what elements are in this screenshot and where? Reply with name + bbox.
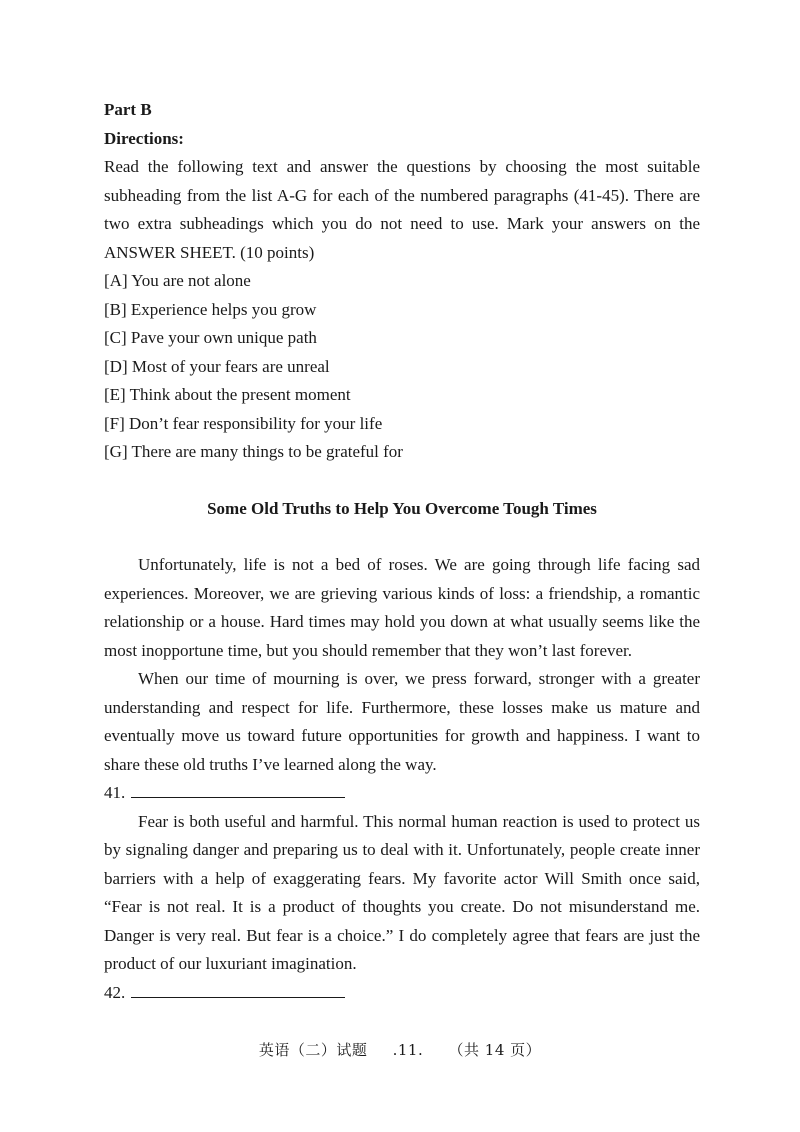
option-a: [A] You are not alone bbox=[104, 271, 251, 290]
option-d: [D] Most of your fears are unreal bbox=[104, 356, 330, 376]
directions-label: Directions: bbox=[104, 128, 184, 148]
option-g: [G] There are many things to be grateful for bbox=[104, 442, 403, 461]
article-paragraph-2: When our time of mourning is over, we press forward, stronger with a greater understanding and respect for life. Furthermore, these losses make us mature and eventually move us toward future opportunities for growth and happiness. I want to share these old truths I’ve learned along the way. bbox=[104, 669, 700, 774]
footer-total-pages: （共 14 页） bbox=[448, 1041, 542, 1059]
question-42 bbox=[104, 979, 700, 1008]
option-f: [F] Don’t fear responsibility for your life bbox=[104, 413, 383, 433]
footer-subject: 英语（二）试题 bbox=[258, 1041, 368, 1059]
exam-page bbox=[104, 96, 700, 1007]
option-c: [C] Pave your own unique path bbox=[104, 328, 317, 347]
question-42-number: 42. bbox=[104, 982, 126, 1002]
page-footer bbox=[0, 1039, 800, 1060]
subheading-options bbox=[104, 267, 700, 467]
question-41 bbox=[104, 779, 700, 808]
footer-page-number: .11. bbox=[392, 1041, 424, 1059]
part-heading: Part B bbox=[104, 100, 152, 119]
question-41-number: 41. bbox=[104, 783, 126, 802]
article-title: Some Old Truths to Help You Overcome Tough Times bbox=[207, 498, 597, 518]
question-41-blank[interactable] bbox=[131, 779, 345, 798]
option-b: [B] Experience helps you grow bbox=[104, 299, 317, 319]
directions-text: Read the following text and answer the questions by choosing the most suitable subheading from the list A-G for each of the numbered paragraphs (41-45). There are two extra subheadings which you do not need to use. Mark your answers on the ANSWER SHEET. (10 points) bbox=[104, 157, 700, 262]
question-42-blank[interactable] bbox=[131, 979, 345, 998]
option-e: [E] Think about the present moment bbox=[104, 385, 351, 404]
article-paragraph-3: Fear is both useful and harmful. This normal human reaction is used to protect us by signaling danger and preparing us to deal with it. Unfortunately, people create inner barriers with a help of exaggerating fears. My favorite actor Will Smith once said, “Fear is not real. It is a product of thoughts you create. Do not misunderstand me. Danger is very real. But fear is a choice.” I do completely agree that fears are just the product of our luxuriant imagination. bbox=[104, 811, 700, 973]
article-paragraph-1: Unfortunately, life is not a bed of roses. We are going through life facing sad experiences. Moreover, we are grieving various kinds of loss: a friendship, a romantic relationship or a house. Hard times may hold you down at what usually seems like the most inopportune time, but you should remember that they won’t last forever. bbox=[104, 555, 700, 660]
